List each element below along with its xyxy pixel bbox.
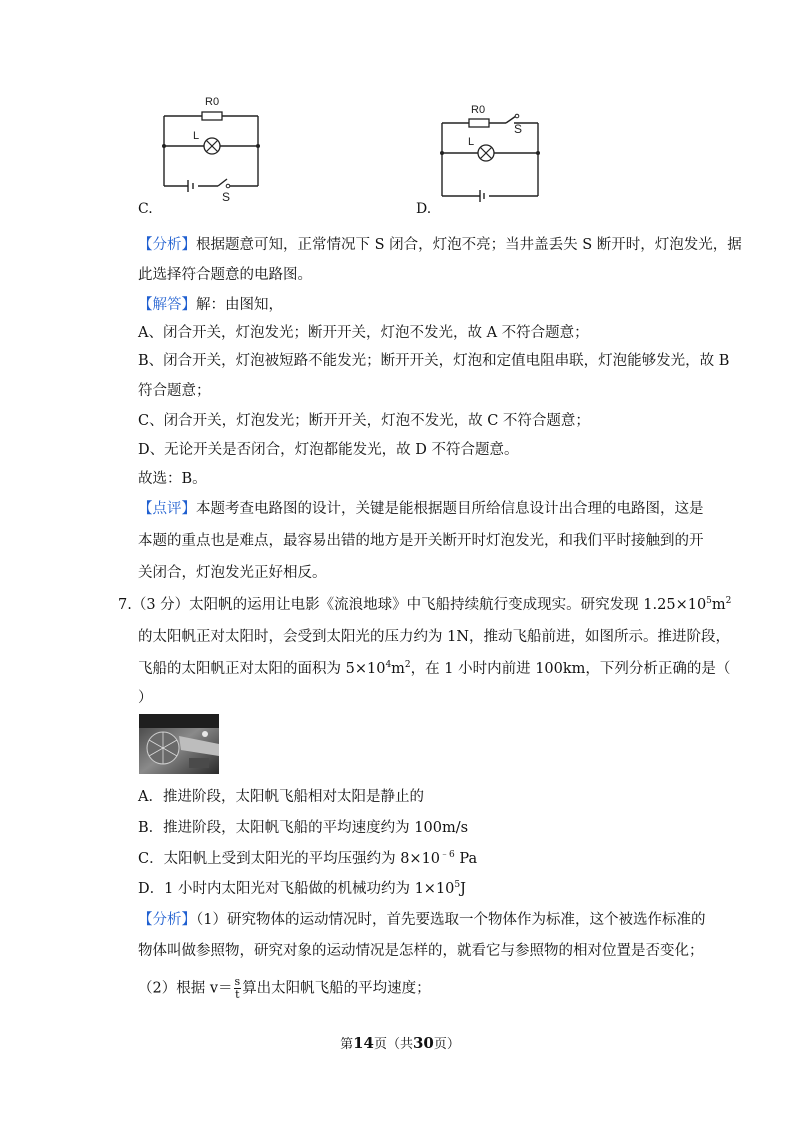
option-d-label: D. bbox=[416, 201, 432, 217]
lamp-label-d: L bbox=[468, 136, 475, 148]
q6-review-line-2: 本题的重点也是难点，最容易出错的地方是开关断开时灯泡发光，和我们平时接触到的开 bbox=[138, 533, 704, 549]
option-c-label: C. bbox=[138, 201, 153, 217]
page-number: 14 bbox=[353, 1034, 374, 1052]
q7-analysis-line-3 bbox=[138, 976, 431, 1001]
q6-option-b-explanation-1: B、闭合开关，灯泡被短路不能发光；断开开关，灯泡和定值电阻串联，灯泡能够发光，故 B bbox=[138, 353, 730, 369]
unit: m bbox=[391, 661, 405, 677]
q7-option-c-text: C．太阳帆上受到太阳光的平均压强约为 8×10 bbox=[138, 851, 441, 867]
unit: J bbox=[460, 881, 466, 897]
q7-option-c bbox=[138, 849, 477, 869]
q7-number: 7. bbox=[118, 597, 132, 613]
q6-answer-line bbox=[138, 295, 283, 315]
unit: Pa bbox=[454, 851, 478, 867]
footer-prefix: 第 bbox=[340, 1037, 354, 1052]
q6-final-choice: 故选：B。 bbox=[138, 471, 207, 487]
q7-analysis-line-1 bbox=[138, 910, 705, 930]
circuit-diagram-c bbox=[158, 96, 264, 201]
q7-stem-line-4: ） bbox=[138, 690, 153, 706]
q6-option-c-explanation: C、闭合开关，灯泡发光；断开开关，灯泡不发光，故 C 不符合题意； bbox=[138, 413, 590, 429]
page-footer bbox=[0, 1033, 800, 1052]
q7-stem-line-1 bbox=[118, 595, 731, 615]
resistor-label-c: R0 bbox=[205, 96, 220, 108]
q7-stem-line-3 bbox=[138, 659, 730, 679]
q7-option-d-text: D．1 小时内太阳光对飞船做的机械功约为 1×10 bbox=[138, 881, 455, 897]
review-text: 本题考查电路图的设计，关键是能根据题目所给信息设计出合理的电路图，这是 bbox=[196, 501, 704, 517]
analysis-tag: 【分析】 bbox=[138, 912, 196, 928]
exponent: 2 bbox=[404, 660, 411, 670]
q6-analysis-line-1 bbox=[138, 235, 742, 255]
exponent: 2 bbox=[725, 596, 732, 606]
velocity-fraction bbox=[234, 976, 242, 1001]
q7-option-d bbox=[138, 879, 466, 899]
q6-review-line-3: 关闭合，灯泡发光正好相反。 bbox=[138, 565, 327, 581]
lamp-label-c: L bbox=[193, 130, 200, 142]
total-pages: 30 bbox=[413, 1034, 434, 1052]
review-tag: 【点评】 bbox=[138, 501, 196, 517]
exponent: 5 bbox=[706, 596, 712, 606]
fraction-denominator: t bbox=[235, 988, 240, 1001]
q6-option-b-explanation-2: 符合题意； bbox=[138, 383, 211, 399]
exponent: ﹣6 bbox=[440, 850, 455, 860]
q7-option-b: B．推进阶段，太阳帆飞船的平均速度约为 100m/s bbox=[138, 820, 469, 836]
q6-option-a-explanation: A、闭合开关，灯泡发光；断开开关，灯泡不发光，故 A 不符合题意； bbox=[138, 325, 589, 341]
q6-review-line-1 bbox=[138, 499, 704, 519]
answer-intro: 解：由图知， bbox=[196, 297, 283, 313]
footer-suffix: 页） bbox=[433, 1037, 460, 1052]
analysis-tag: 【分析】 bbox=[138, 237, 196, 253]
switch-label-d: S bbox=[514, 122, 523, 136]
q7-analysis-text-3: （2）根据 v＝ bbox=[138, 980, 233, 997]
exponent: 5 bbox=[454, 880, 461, 890]
fraction-numerator: s bbox=[234, 975, 241, 988]
unit: m bbox=[711, 597, 726, 613]
solar-sail-photo bbox=[139, 714, 219, 774]
analysis-text: 根据题意可知，正常情况下 S 闭合，灯泡不亮；当井盖丢失 S 断开时，灯泡发光，据 bbox=[196, 237, 742, 253]
q7-analysis-text-3b: 算出太阳帆飞船的平均速度； bbox=[242, 980, 431, 997]
q6-analysis-line-2: 此选择符合题意的电路图。 bbox=[138, 267, 312, 283]
q7-analysis-line-2: 物体叫做参照物，研究对象的运动情况是怎样的，就看它与参照物的相对位置是否变化； bbox=[138, 943, 704, 959]
q7-stem-text-1: （3 分）太阳帆的运用让电影《流浪地球》中飞船持续航行变成现实。研究发现 1.25×10 bbox=[131, 597, 707, 613]
resistor-label-d: R0 bbox=[471, 104, 486, 116]
analysis-text: （1）研究物体的运动情况时，首先要选取一个物体作为标准，这个被选作标准的 bbox=[196, 912, 706, 928]
switch-label-c: S bbox=[222, 190, 231, 204]
q7-option-a: A．推进阶段，太阳帆飞船相对太阳是静止的 bbox=[138, 789, 424, 805]
exponent: 4 bbox=[385, 660, 392, 670]
circuit-diagram-d bbox=[436, 103, 544, 203]
q6-option-d-explanation: D、无论开关是否闭合，灯泡都能发光，故 D 不符合题意。 bbox=[138, 442, 519, 458]
q7-stem-line-2: 的太阳帆正对太阳时，会受到太阳光的压力约为 1N，推动飞船前进，如图所示。推进阶段， bbox=[138, 629, 731, 645]
footer-middle: 页（共 bbox=[373, 1037, 413, 1052]
answer-tag: 【解答】 bbox=[138, 297, 196, 313]
q7-stem-text-3b: ，在 1 小时内前进 100km，下列分析正确的是（ bbox=[410, 661, 731, 677]
q7-stem-text-3: 飞船的太阳帆正对太阳的面积为 5×10 bbox=[138, 661, 386, 677]
